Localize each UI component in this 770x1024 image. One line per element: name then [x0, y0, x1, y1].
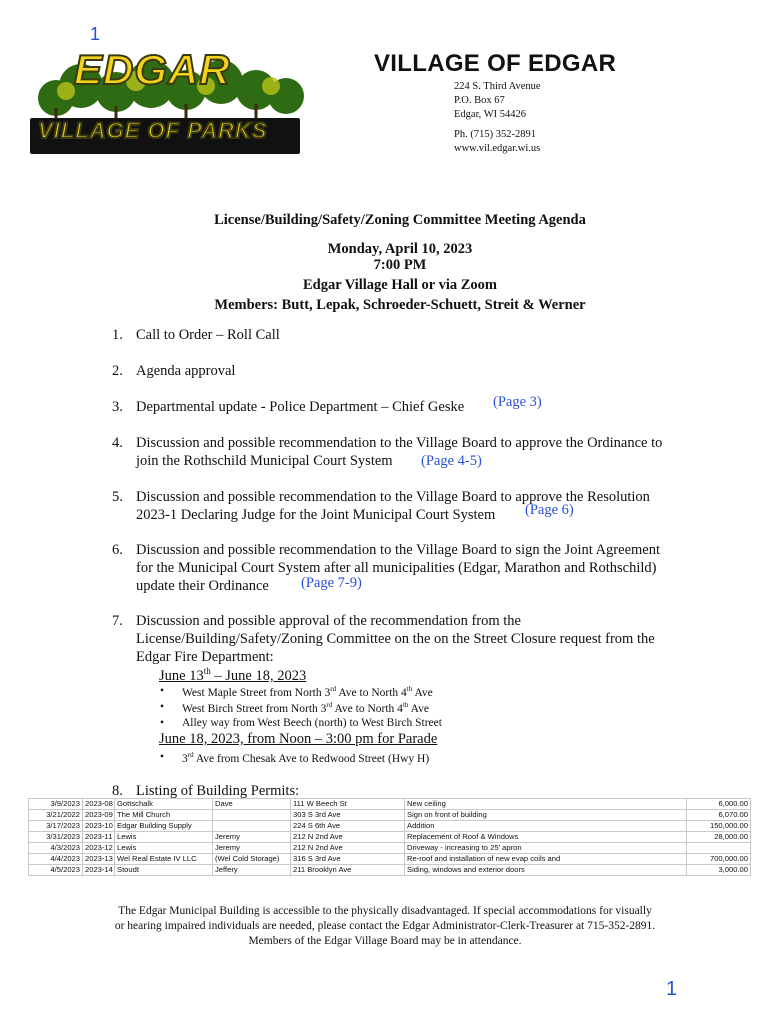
permit-desc-cell: Addition [405, 821, 687, 832]
permit-permit-cell: 2023-11 [83, 832, 115, 843]
permit-value-cell: 6,070.00 [687, 810, 751, 821]
meeting-location: Edgar Village Hall or via Zoom [302, 277, 497, 293]
table-row [29, 832, 751, 843]
table-row [29, 865, 751, 876]
meeting-members: Members: Butt, Lepak, Schroeder-Schuett, Streit & Werner [214, 297, 586, 313]
meeting-date: Monday, April 10, 2023 [327, 241, 473, 257]
permit-first-cell [213, 810, 291, 821]
permit-value-cell: 6,000.00 [687, 799, 751, 810]
permit-address-cell: 111 W Beech St [291, 799, 405, 810]
village-title: VILLAGE OF EDGAR [374, 50, 617, 77]
permit-address-cell: 316 S 3rd Ave [291, 854, 405, 865]
item-text: Call to Order – Roll Call [136, 327, 280, 343]
item-number: 5. [112, 489, 123, 505]
permit-date-cell: 4/5/2023 [29, 865, 83, 876]
permit-address-cell: 212 N 2nd Ave [291, 832, 405, 843]
permit-first-cell: Jeremy [213, 832, 291, 843]
permit-date-cell: 4/4/2023 [29, 854, 83, 865]
item-text: Agenda approval [136, 363, 236, 379]
table-row [29, 821, 751, 832]
item-number: 1. [112, 327, 123, 343]
item-number: 4. [112, 435, 123, 451]
table-row [29, 843, 751, 854]
permit-address-cell: 211 Brooklyn Ave [291, 865, 405, 876]
permit-date-cell: 3/31/2023 [29, 832, 83, 843]
closure-bullet: • 3rd Ave from Chesak Ave to Redwood Street (Hwy H) [160, 751, 430, 765]
permit-date-cell: 3/21/2022 [29, 810, 83, 821]
footer-line: Members of the Edgar Village Board may be in attendance. [248, 935, 522, 947]
item-text: Listing of Building Permits: [136, 783, 300, 799]
accessibility-notice [70, 904, 700, 949]
item-number: 2. [112, 363, 123, 379]
address-line: P.O. Box 67 [454, 95, 505, 106]
permit-first-cell: (Wel Cold Storage) [213, 854, 291, 865]
permit-first-cell: Dave [213, 799, 291, 810]
closure-bullet: • West Birch Street from North 3rd Ave to North 4th Ave [160, 701, 429, 715]
page-number-top: 1 [90, 24, 101, 44]
permit-desc-cell: New ceiling [405, 799, 687, 810]
permit-address-cell: 224 S 6th Ave [291, 821, 405, 832]
logo-title: EDGAR [74, 46, 231, 93]
footer-line: or hearing impaired individuals are needed, please contact the Edgar Administrator-Clerk-Treasurer at 715-352-2891. [114, 920, 656, 932]
address-line: 224 S. Third Avenue [454, 81, 541, 92]
permit-name-cell: Gottschalk [115, 799, 213, 810]
item-text: Discussion and possible recommendation to the Village Board to sign the Joint Agreement [136, 542, 660, 558]
closure-bullet: • West Maple Street from North 3rd Ave to North 4th Ave [160, 685, 433, 699]
item-number: 6. [112, 542, 123, 558]
village-logo [26, 46, 316, 156]
bullet-dot: • [160, 701, 165, 713]
permit-name-cell: Edgar Building Supply [115, 821, 213, 832]
permit-desc-cell: Sign on front of building [405, 810, 687, 821]
phone: Ph. (715) 352-2891 [454, 129, 536, 140]
permit-desc-cell: Re-roof and installation of new evap coils and [405, 854, 687, 865]
item-text: 2023-1 Declaring Judge for the Joint Municipal Court System [136, 507, 496, 523]
permit-address-cell: 212 N 2nd Ave [291, 843, 405, 854]
permit-desc-cell: Siding, windows and exterior doors [405, 865, 687, 876]
item-text: Departmental update - Police Department – Chief Geske [136, 399, 465, 415]
permit-permit-cell: 2023-08 [83, 799, 115, 810]
permit-first-cell: Jeremy [213, 843, 291, 854]
item-text: for the Municipal Court System after all municipalities (Edgar, Marathon and Rothschild) [136, 560, 657, 576]
item-number: 8. [112, 783, 123, 799]
permit-permit-cell: 2023-10 [83, 821, 115, 832]
address-line: Edgar, WI 54426 [454, 109, 526, 120]
table-row [29, 810, 751, 821]
footer-line: The Edgar Municipal Building is accessible to the physically disadvantaged. If special accommodations for visually [118, 905, 652, 917]
page-number-bottom: 1 [666, 978, 678, 1000]
item-text: License/Building/Safety/Zoning Committee on the on the Street Closure request from the [136, 631, 655, 647]
permit-desc-cell: Driveway - increasing to 25' apron [405, 843, 687, 854]
permit-name-cell: The Mill Church [115, 810, 213, 821]
logo-subtitle: VILLAGE OF PARKS [38, 118, 268, 143]
table-row [29, 854, 751, 865]
item-text: join the Rothschild Municipal Court System [136, 453, 393, 469]
permit-address-cell: 303 S 3rd Ave [291, 810, 405, 821]
item-text: Discussion and possible recommendation to the Village Board to approve the Ordinance to [136, 435, 663, 451]
permit-name-cell: Lewis [115, 843, 213, 854]
permit-date-cell: 4/3/2023 [29, 843, 83, 854]
committee-heading: License/Building/Safety/Zoning Committee Meeting Agenda [214, 212, 586, 228]
permit-permit-cell: 2023-13 [83, 854, 115, 865]
permit-date-cell: 3/9/2023 [29, 799, 83, 810]
permit-permit-cell: 2023-14 [83, 865, 115, 876]
permit-value-cell: 28,000.00 [687, 832, 751, 843]
permit-name-cell: Stoudt [115, 865, 213, 876]
permit-name-cell: Wel Real Estate IV LLC [115, 854, 213, 865]
permit-permit-cell: 2023-12 [83, 843, 115, 854]
building-permits-table [28, 798, 751, 876]
permit-name-cell: Lewis [115, 832, 213, 843]
bullet-dot: • [160, 717, 165, 729]
bullet-dot: • [160, 751, 165, 763]
item-text: update their Ordinance [136, 578, 269, 594]
permit-value-cell: 3,000.00 [687, 865, 751, 876]
item-text: Discussion and possible recommendation to the Village Board to approve the Resolution [136, 489, 650, 505]
permit-permit-cell: 2023-09 [83, 810, 115, 821]
permit-desc-cell: Replacement of Roof & Windows [405, 832, 687, 843]
item-text: Discussion and possible approval of the recommendation from the [136, 613, 521, 629]
permit-value-cell: 700,000.00 [687, 854, 751, 865]
item-number: 7. [112, 613, 123, 629]
meeting-details [0, 241, 770, 313]
meeting-time: 7:00 PM [373, 257, 427, 273]
page-reference-link[interactable]: (Page 4-5) [421, 453, 482, 469]
closure-bullet: • Alley way from West Beech (north) to West Birch Street [160, 717, 442, 729]
website: www.vil.edgar.wi.us [454, 143, 541, 154]
item-number: 3. [112, 399, 123, 415]
page-reference-link[interactable]: (Page 3) [493, 394, 542, 410]
bullet-dot: • [160, 685, 165, 697]
page-reference-link[interactable]: (Page 6) [525, 502, 574, 518]
permit-first-cell [213, 821, 291, 832]
permit-date-cell: 3/17/2023 [29, 821, 83, 832]
permit-value-cell [687, 843, 751, 854]
permit-value-cell: 150,000.00 [687, 821, 751, 832]
page-reference-link[interactable]: (Page 7-9) [301, 575, 362, 591]
address-block [454, 80, 541, 156]
closure-period-1: June 13th – June 18, 2023 [159, 666, 307, 684]
permit-first-cell: Jeffery [213, 865, 291, 876]
closure-period-2: June 18, 2023, from Noon – 3:00 pm for Parade [159, 731, 438, 747]
table-row [29, 799, 751, 810]
item-text: Edgar Fire Department: [136, 649, 274, 665]
